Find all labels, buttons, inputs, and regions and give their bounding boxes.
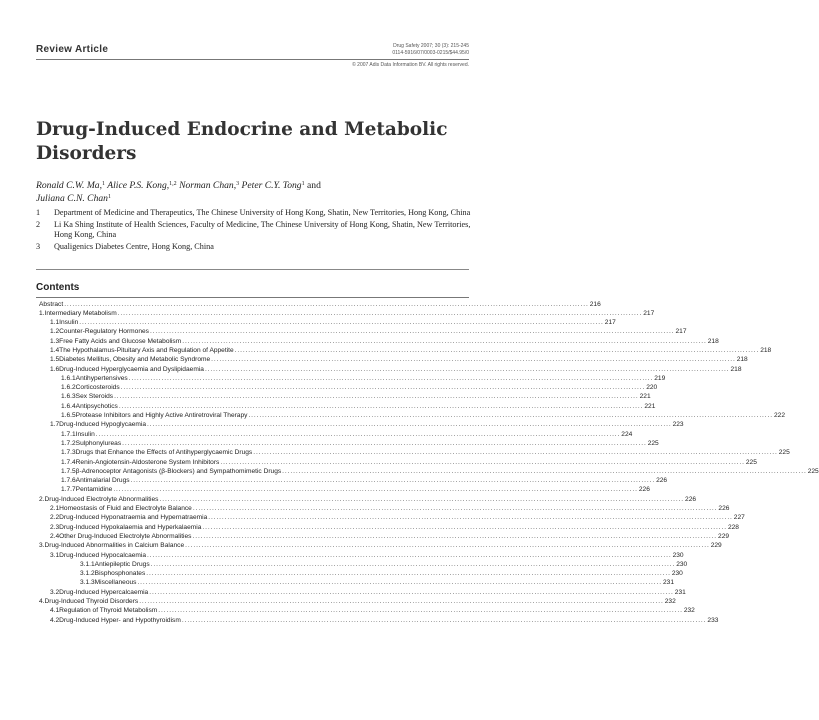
toc-entry-number: 2. <box>39 495 45 503</box>
toc-entry-label: Pentamidine <box>75 486 113 494</box>
toc-entry-page: 230 <box>676 560 688 568</box>
toc-entry-number: 1.5 <box>50 356 60 364</box>
toc-entry-page: 218 <box>730 365 742 373</box>
copyright-notice: © 2007 Adis Data Information BV. All rights reserved. <box>352 62 469 68</box>
article-title: Drug-Induced Endocrine and Metabolic Disorders <box>36 119 448 164</box>
affiliation-text: Qualigenics Diabetes Centre, Hong Kong, China <box>54 241 214 251</box>
toc-dot-leader <box>64 300 589 309</box>
toc-entry[interactable] <box>36 420 684 429</box>
affiliation-list <box>36 208 476 253</box>
toc-entry[interactable] <box>36 532 730 541</box>
toc-entry[interactable] <box>36 485 650 494</box>
toc-entry-number: 1.4 <box>50 346 60 354</box>
toc-entry[interactable] <box>36 606 695 615</box>
toc-entry-page: 230 <box>672 551 684 559</box>
toc-entry-number: 1.6.2 <box>61 384 76 392</box>
toc-dot-leader <box>248 411 773 420</box>
toc-entry-label: β-Adrenoceptor Antagonists (β-Blockers) and Sympathomimetic Drugs <box>75 467 282 475</box>
toc-entry-page: 225 <box>745 458 757 466</box>
toc-dot-leader <box>114 392 639 401</box>
toc-entry-label: Drug-Induced Hypocalcaemia <box>59 551 147 559</box>
toc-entry[interactable] <box>36 318 616 327</box>
toc-entry[interactable] <box>36 374 666 383</box>
toc-dot-leader <box>182 337 707 346</box>
toc-dot-leader <box>118 309 643 318</box>
toc-entry-page: 225 <box>807 467 819 475</box>
toc-entry-page: 226 <box>718 505 730 513</box>
toc-entry-number: 3.1.3 <box>80 579 95 587</box>
toc-entry-label: Drug-Induced Hypokalaemia and Hyperkalaemia <box>59 523 202 531</box>
toc-entry-page: 232 <box>683 607 695 615</box>
toc-entry[interactable] <box>36 337 719 346</box>
affiliation-item <box>36 242 476 252</box>
journal-citation <box>392 43 469 56</box>
author-affiliation-marker: 1 <box>102 181 106 187</box>
toc-dot-leader <box>192 532 717 541</box>
toc-entry-page: 231 <box>674 588 686 596</box>
toc-entry[interactable] <box>36 569 683 578</box>
toc-entry-number: 1.1 <box>50 319 60 327</box>
toc-entry-page: 230 <box>671 570 683 578</box>
journal-citation-line: Drug Safety 2007; 30 (3): 215-245 <box>393 43 469 49</box>
toc-entry-number: 3.1.2 <box>80 570 95 578</box>
toc-entry-number: 1. <box>39 309 45 317</box>
toc-entry[interactable] <box>36 616 719 625</box>
toc-entry-number: 1.7.5 <box>61 467 76 475</box>
toc-dot-leader <box>150 327 675 336</box>
toc-entry-label: Antimalarial Drugs <box>75 477 130 485</box>
toc-entry-page: 218 <box>736 356 748 364</box>
toc-dot-leader <box>139 597 664 606</box>
toc-entry-label: Abstract <box>39 300 64 308</box>
toc-entry-label: Sulphonylureas <box>75 439 122 447</box>
toc-entry-number: 4. <box>39 598 45 605</box>
affiliation-number: 1 <box>36 208 41 217</box>
toc-dot-leader <box>220 458 745 467</box>
toc-entry-page: 217 <box>675 328 687 336</box>
toc-dot-leader <box>193 504 718 513</box>
toc-entry-number: 1.7.1 <box>61 430 76 438</box>
toc-entry-page: 228 <box>727 523 739 531</box>
toc-entry-number: 2.4 <box>50 532 60 540</box>
toc-entry[interactable] <box>36 309 655 318</box>
toc-entry[interactable] <box>36 458 757 467</box>
toc-entry-label: Counter-Regulatory Hormones <box>59 328 149 336</box>
toc-entry-page: 220 <box>646 384 658 392</box>
toc-entry-number: 3.2 <box>50 588 60 596</box>
journal-issn-line: 0114-5916/07/0003-0215/$44.95/0 <box>392 49 469 56</box>
affiliation-text: Li Ka Shing Institute of Health Sciences, Faculty of Medicine, The Chinese University of Hong Kong, Shatin, New Territories, Hong Kong, China <box>54 219 471 239</box>
toc-entry-page: 226 <box>656 477 668 485</box>
toc-entry-label: Bisphosphonates <box>94 570 146 578</box>
toc-entry[interactable] <box>36 365 742 374</box>
toc-entry-number: 1.7.7 <box>61 486 76 494</box>
toc-entry-page: 231 <box>663 579 675 587</box>
toc-entry[interactable] <box>36 504 730 513</box>
toc-entry[interactable] <box>36 355 748 364</box>
toc-dot-leader <box>185 541 710 550</box>
toc-dot-leader <box>158 606 683 615</box>
section-rule <box>36 269 469 270</box>
toc-entry-label: Antihypertensives <box>75 374 128 382</box>
toc-entry-page: 221 <box>644 402 656 410</box>
toc-dot-leader <box>131 476 656 485</box>
affiliation-number: 2 <box>36 219 41 229</box>
toc-entry[interactable] <box>36 551 684 560</box>
toc-entry-page: 218 <box>707 337 719 345</box>
toc-entry-page: 226 <box>638 486 650 494</box>
toc-entry-number: 1.6 <box>50 365 60 373</box>
toc-entry-label: Antipsychotics <box>75 402 118 410</box>
toc-dot-leader <box>202 523 727 532</box>
toc-entry-page: 225 <box>647 439 659 447</box>
author-name: Peter C.Y. Tong <box>241 180 302 191</box>
toc-entry[interactable] <box>36 346 772 355</box>
toc-entry-label: Regulation of Thyroid Metabolism <box>59 607 158 615</box>
toc-entry-page: 233 <box>707 616 719 624</box>
toc-entry-number: 2.3 <box>50 523 60 531</box>
toc-entry-page: 225 <box>778 449 790 457</box>
toc-entry-label: Corticosteroids <box>75 384 120 392</box>
toc-dot-leader <box>119 402 644 411</box>
toc-entry[interactable] <box>36 588 686 597</box>
toc-entry-page: 229 <box>718 532 730 540</box>
toc-dot-leader <box>147 551 672 560</box>
toc-entry[interactable] <box>36 467 819 476</box>
toc-dot-leader <box>121 383 646 392</box>
toc-entry[interactable] <box>36 578 675 587</box>
toc-entry[interactable] <box>36 560 688 569</box>
toc-entry-label: Diabetes Mellitus, Obesity and Metabolic Syndrome <box>59 356 211 364</box>
toc-entry-number: 1.6.5 <box>61 412 76 420</box>
affiliation-item <box>36 220 476 241</box>
toc-dot-leader <box>205 365 730 374</box>
contents-rule <box>36 297 469 298</box>
toc-dot-leader <box>146 569 671 578</box>
toc-entry-number: 1.7.2 <box>61 439 76 447</box>
toc-dot-leader <box>253 448 778 457</box>
toc-dot-leader <box>182 616 707 625</box>
toc-entry[interactable] <box>36 476 668 485</box>
toc-entry-number: 4.2 <box>50 616 60 624</box>
author-name: Alice P.S. Kong, <box>107 180 170 191</box>
toc-dot-leader <box>147 420 672 429</box>
toc-entry-number: 1.6.3 <box>61 393 76 401</box>
toc-entry-label: Drug-Induced Hyponatraemia and Hypernatraemia <box>59 514 208 522</box>
toc-entry-number: 1.7.3 <box>61 449 76 457</box>
toc-entry-label: The Hypothalamus-Pituitary Axis and Regulation of Appetite <box>59 346 234 354</box>
toc-entry-label: Insulin <box>75 430 95 438</box>
toc-dot-leader <box>151 560 676 569</box>
toc-entry-label: Drug-Induced Hypercalcaemia <box>59 588 149 596</box>
toc-entry-page: 217 <box>643 309 655 317</box>
toc-entry[interactable] <box>36 495 697 504</box>
author-name: Ronald C.W. Ma, <box>36 180 103 191</box>
toc-entry-number: 4.1 <box>50 607 60 615</box>
toc-entry-label: Drug-Induced Hyperglycaemia and Dyslipidaemia <box>59 365 204 373</box>
toc-entry-number: 3.1 <box>50 551 60 559</box>
toc-dot-leader <box>149 588 674 597</box>
toc-entry-number: 1.2 <box>50 328 60 336</box>
header-rule <box>36 59 469 60</box>
toc-entry-number: 1.6.4 <box>61 402 76 410</box>
toc-entry[interactable] <box>36 523 739 532</box>
toc-entry-number: 1.7.6 <box>61 477 76 485</box>
toc-entry-page: 219 <box>654 374 666 382</box>
toc-entry[interactable] <box>36 327 687 336</box>
toc-entry-label: Drug-Induced Electrolyte Abnormalities <box>44 495 159 503</box>
toc-entry-label: Other Drug-Induced Electrolyte Abnormalities <box>59 532 192 540</box>
toc-entry[interactable] <box>36 430 633 439</box>
toc-dot-leader <box>113 485 638 494</box>
toc-entry[interactable] <box>36 392 651 401</box>
author-name: Juliana C.N. Chan <box>36 192 108 204</box>
toc-entry-label: Intermediary Metabolism <box>44 309 117 317</box>
toc-entry-page: 232 <box>664 598 676 605</box>
toc-entry[interactable] <box>36 597 676 606</box>
toc-entry-number: 3.1.1 <box>80 560 95 568</box>
toc-entry-page: 217 <box>604 319 616 327</box>
toc-entry[interactable] <box>36 402 656 411</box>
toc-dot-leader <box>122 439 647 448</box>
toc-entry-label: Free Fatty Acids and Glucose Metabolism <box>59 337 182 345</box>
toc-entry[interactable] <box>36 448 790 457</box>
toc-entry[interactable] <box>36 411 786 420</box>
toc-entry-label: Drugs that Enhance the Effects of Antihyperglycaemic Drugs <box>75 449 253 457</box>
toc-entry-number: 2.1 <box>50 505 60 513</box>
toc-entry-page: 218 <box>760 346 772 354</box>
toc-dot-leader <box>137 578 662 587</box>
toc-dot-leader <box>79 318 604 327</box>
affiliation-text: Department of Medicine and Therapeutics, The Chinese University of Hong Kong, Shatin, New Territories, Hong Kong, China <box>54 208 471 217</box>
toc-entry[interactable] <box>36 513 745 522</box>
toc-entry-label: Antiepileptic Drugs <box>94 560 150 568</box>
toc-dot-leader <box>235 346 760 355</box>
toc-entry-label: Drug-Induced Hyper- and Hypothyroidism <box>59 616 181 624</box>
toc-entry[interactable] <box>36 541 722 550</box>
toc-entry-label: Drug-Induced Thyroid Disorders <box>44 598 139 605</box>
toc-entry[interactable] <box>36 300 601 309</box>
toc-entry-label: Miscellaneous <box>94 579 137 587</box>
toc-entry-label: Insulin <box>59 319 79 327</box>
toc-entry-number: 1.7 <box>50 421 60 429</box>
toc-entry-number: 1.7.4 <box>61 458 76 466</box>
toc-entry-page: 229 <box>710 542 722 550</box>
toc-entry-label: Sex Steroids <box>75 393 114 401</box>
toc-entry-label: Homeostasis of Fluid and Electrolyte Balance <box>59 505 192 513</box>
toc-entry-label: Drug-Induced Abnormalities in Calcium Balance <box>44 542 185 550</box>
toc-dot-leader <box>159 495 684 504</box>
table-of-contents <box>36 300 819 625</box>
toc-dot-leader <box>282 467 807 476</box>
toc-entry-page: 221 <box>639 393 651 401</box>
toc-entry-page: 224 <box>621 430 633 438</box>
affiliation-number: 3 <box>36 241 41 251</box>
contents-heading: Contents <box>36 282 80 293</box>
toc-dot-leader <box>211 355 736 364</box>
toc-entry-label: Protease Inhibitors and Highly Active Antiretroviral Therapy <box>75 412 248 420</box>
author-list <box>36 180 476 206</box>
author-affiliation-marker: 1 <box>107 193 111 200</box>
toc-entry-number: 1.3 <box>50 337 60 345</box>
toc-entry-page: 226 <box>685 495 697 503</box>
toc-entry-page: 223 <box>672 421 684 429</box>
toc-entry-page: 222 <box>774 412 786 420</box>
toc-entry-page: 216 <box>589 300 601 308</box>
toc-entry-number: 1.6.1 <box>61 374 76 382</box>
toc-entry-label: Renin-Angiotensin-Aldosterone System Inhibitors <box>75 458 220 466</box>
toc-entry-page: 227 <box>733 514 745 522</box>
toc-dot-leader <box>129 374 654 383</box>
author-affiliation-marker: 1,2 <box>169 181 177 187</box>
toc-entry-number: 2.2 <box>50 514 60 522</box>
author-affiliation-marker: 3 <box>236 181 240 187</box>
author-affiliation-marker: 1 <box>301 181 305 187</box>
author-name: Norman Chan, <box>179 180 237 191</box>
toc-entry[interactable] <box>36 383 658 392</box>
toc-entry[interactable] <box>36 439 659 448</box>
toc-entry-number: 3. <box>39 542 45 550</box>
section-label: Review Article <box>36 44 109 55</box>
author-conjunction: and <box>307 180 321 191</box>
toc-dot-leader <box>96 430 621 439</box>
affiliation-item <box>36 208 476 218</box>
toc-entry-label: Drug-Induced Hypoglycaemia <box>59 421 147 429</box>
toc-dot-leader <box>208 513 733 522</box>
